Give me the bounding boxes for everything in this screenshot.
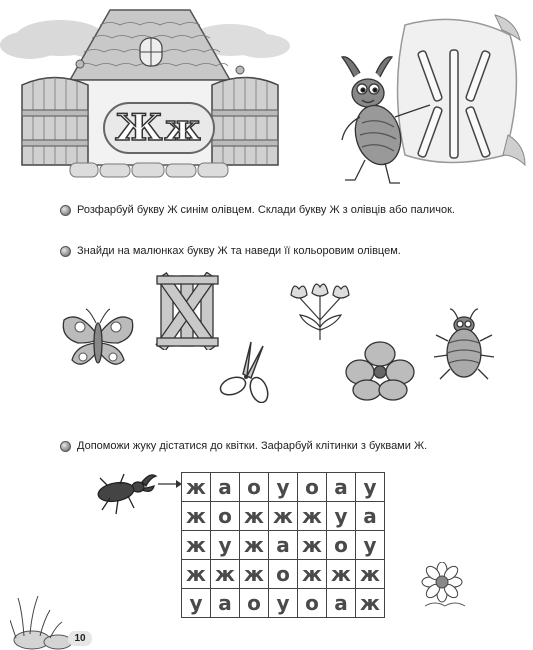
maze-cell[interactable]: ж [211, 560, 240, 589]
page-number: 10 [68, 631, 92, 646]
tablet [398, 15, 526, 165]
task-3-text: Допоможи жуку дістатися до квітки. Зафарбуй клітинки з буквами Ж. [77, 440, 428, 452]
maze-cell[interactable]: о [298, 473, 327, 502]
maze-cell[interactable]: ж [298, 502, 327, 531]
bullet-icon [60, 246, 71, 257]
maze-cell[interactable]: ж [327, 560, 356, 589]
crossed-planks-icon [155, 272, 220, 350]
maze-cell[interactable]: ж [269, 502, 298, 531]
maze-cell[interactable]: а [211, 473, 240, 502]
maze-cell[interactable]: о [240, 473, 269, 502]
maze-cell[interactable]: ж [356, 589, 385, 618]
maze-cell[interactable]: ж [298, 560, 327, 589]
beetle-picture-icon [432, 305, 497, 385]
maze-cell[interactable]: а [327, 473, 356, 502]
flower-icon [345, 340, 415, 402]
maze-cell[interactable]: у [356, 531, 385, 560]
maze-cell[interactable]: у [356, 473, 385, 502]
beetle-with-tablet [320, 5, 530, 190]
maze-cell[interactable]: у [211, 531, 240, 560]
maze-cell[interactable]: ж [182, 473, 211, 502]
letter-maze-grid [181, 472, 385, 618]
bullet-icon [60, 205, 71, 216]
maze-cell[interactable]: о [298, 589, 327, 618]
right-shutter [212, 77, 278, 165]
cottage-illustration [0, 0, 300, 190]
maze-cell[interactable]: ж [298, 531, 327, 560]
maze-cell[interactable]: ж [356, 560, 385, 589]
task-2-text: Знайди на малюнках букву Ж та наведи її кольоровим олівцем. [77, 245, 401, 257]
maze-cell[interactable]: о [211, 502, 240, 531]
bullet-icon [60, 441, 71, 452]
sign-letters: Жж [115, 107, 203, 149]
stag-beetle-icon [90, 470, 185, 520]
maze-cell[interactable]: у [269, 589, 298, 618]
maze-cell[interactable]: а [211, 589, 240, 618]
maze-cell[interactable]: о [240, 589, 269, 618]
maze-cell[interactable]: а [327, 589, 356, 618]
maze-cell[interactable]: ж [240, 502, 269, 531]
maze-cell[interactable]: о [269, 560, 298, 589]
daisy-icon [415, 562, 470, 612]
task-1 [60, 204, 455, 216]
left-shutter [22, 77, 88, 165]
scissors-icon [213, 338, 278, 403]
butterfly-icon [58, 305, 138, 375]
maze-cell[interactable]: ж [182, 560, 211, 589]
maze-cell[interactable]: а [269, 531, 298, 560]
maze-cell[interactable]: ж [182, 531, 211, 560]
maze-cell[interactable]: о [327, 531, 356, 560]
flowers-bouquet-icon [285, 275, 355, 345]
maze-cell[interactable]: ж [182, 502, 211, 531]
letter-sign [103, 102, 215, 154]
maze-cell[interactable]: а [356, 502, 385, 531]
maze-cell[interactable]: ж [240, 560, 269, 589]
task-2 [60, 245, 401, 257]
maze-cell[interactable]: у [182, 589, 211, 618]
maze-cell[interactable]: у [327, 502, 356, 531]
task-1-text: Розфарбуй букву Ж синім олівцем. Склади букву Ж з олівців або паличок. [77, 204, 455, 216]
maze-cell[interactable]: ж [240, 531, 269, 560]
maze-cell[interactable]: у [269, 473, 298, 502]
task-3 [60, 440, 427, 452]
